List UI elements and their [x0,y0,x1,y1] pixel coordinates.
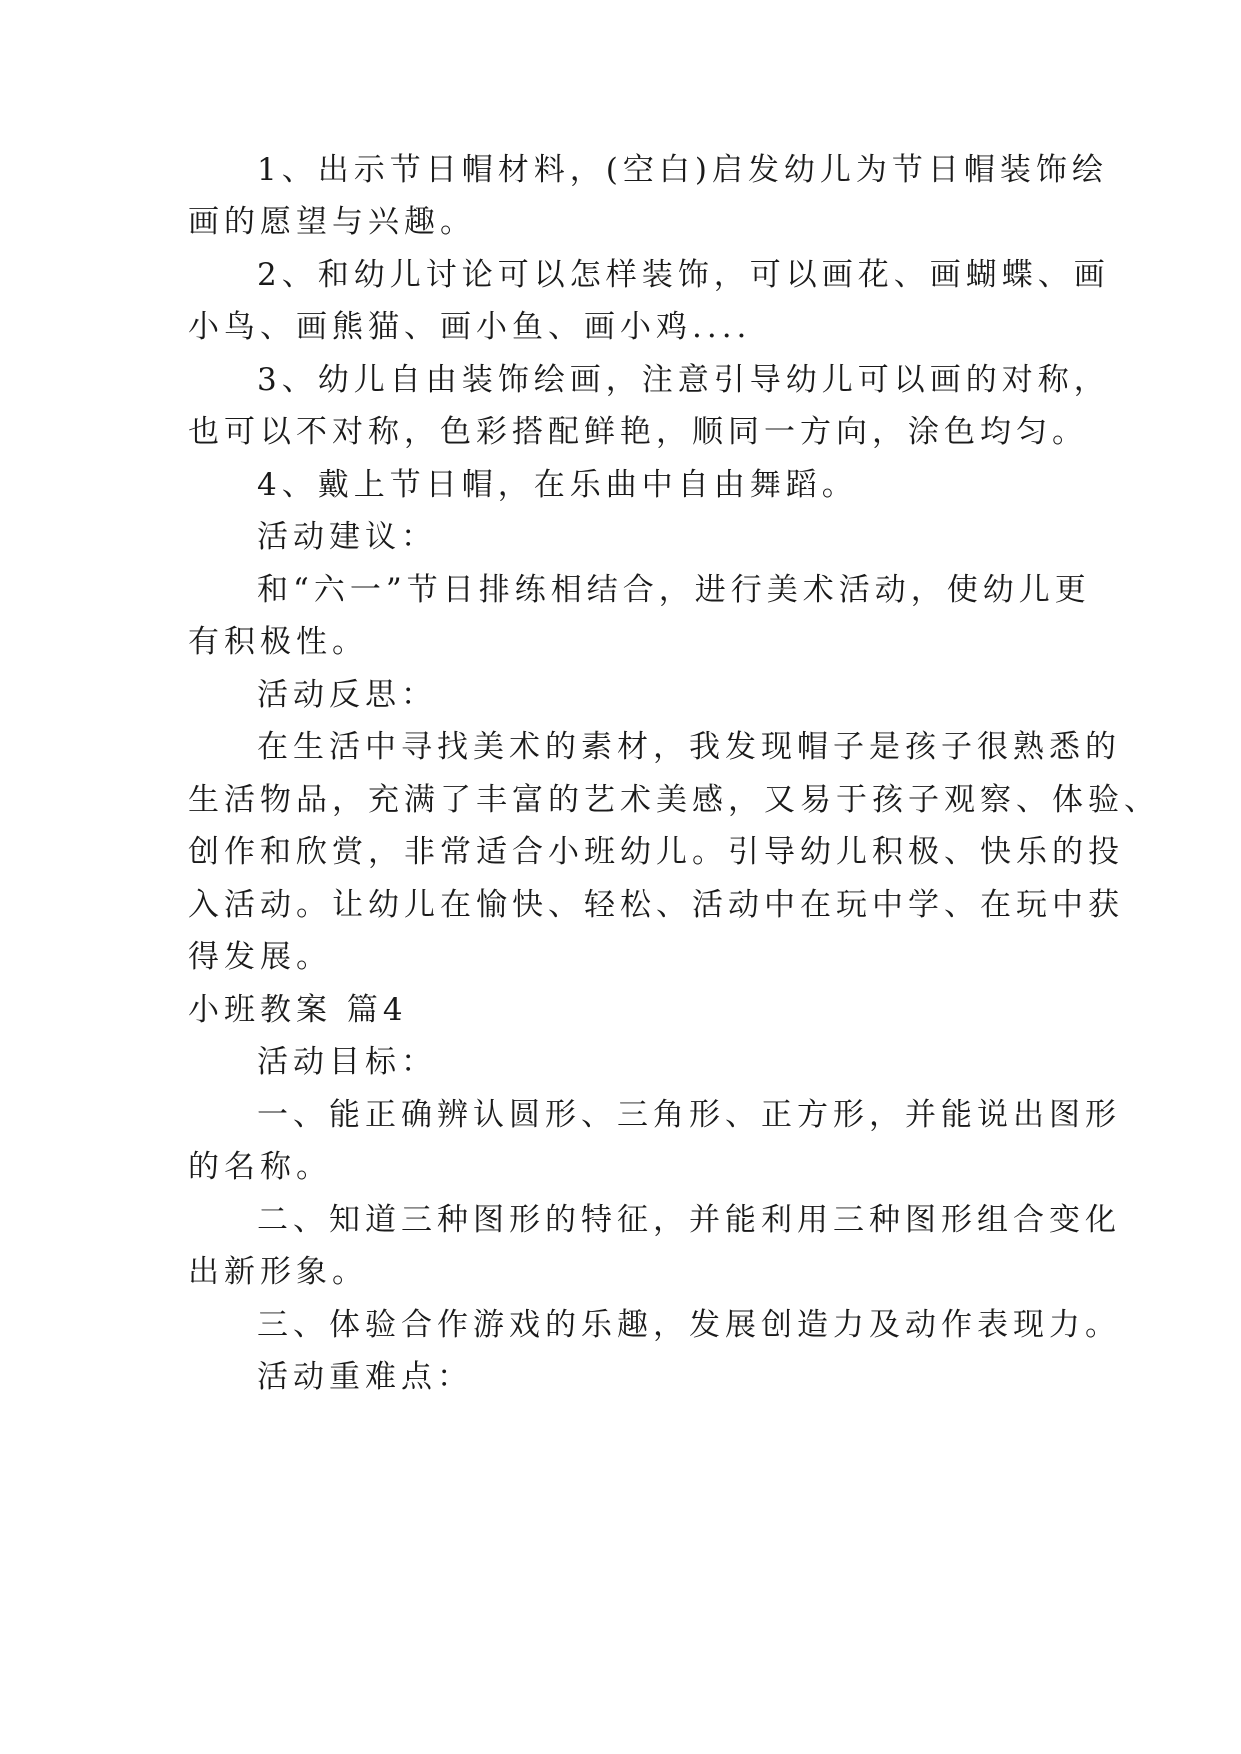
paragraph-1-line-2: 画的愿望与兴趣。 [188,204,476,240]
paragraph-2-line-1: 2、和幼儿讨论可以怎样装饰，可以画花、画蝴蝶、画 [257,257,1110,293]
goal-2-line-1: 二、知道三种图形的特征，并能利用三种图形组合变化 [257,1202,1121,1238]
paragraph-3-line-1: 3、幼儿自由装饰绘画，注意引导幼儿可以画的对称， [257,362,1110,398]
heading-activity-suggestion: 活动建议： [257,519,437,555]
paragraph-4-line-1: 4、戴上节日帽，在乐曲中自由舞蹈。 [257,467,858,503]
paragraph-3-line-2: 也可以不对称，色彩搭配鲜艳，顺同一方向，涂色均匀。 [188,414,1088,450]
goal-3-line-1: 三、体验合作游戏的乐趣，发展创造力及动作表现力。 [257,1307,1121,1343]
heading-key-difficulties: 活动重难点： [257,1359,473,1395]
paragraph-suggestion-line-2: 有积极性。 [188,624,368,660]
goal-2-line-2: 出新形象。 [188,1254,368,1290]
paragraph-reflection-line-5: 得发展。 [188,939,332,975]
section-title: 小班教案 篇4 [188,992,408,1028]
paragraph-2-line-2: 小鸟、画熊猫、画小鱼、画小鸡.... [188,309,752,345]
paragraph-reflection-line-3: 创作和欣赏，非常适合小班幼儿。引导幼儿积极、快乐的投 [188,834,1124,870]
heading-activity-goals: 活动目标： [257,1044,437,1080]
heading-activity-reflection: 活动反思： [257,677,437,713]
goal-1-line-1: 一、能正确辨认圆形、三角形、正方形，并能说出图形 [257,1097,1121,1133]
paragraph-reflection-line-4: 入活动。让幼儿在愉快、轻松、活动中在玩中学、在玩中获 [188,887,1124,923]
goal-1-line-2: 的名称。 [188,1149,332,1185]
paragraph-suggestion-line-1: 和“六一”节日排练相结合，进行美术活动，使幼儿更 [257,572,1091,608]
paragraph-reflection-line-2: 生活物品，充满了丰富的艺术美感，又易于孩子观察、体验、 [188,782,1160,818]
paragraph-reflection-line-1: 在生活中寻找美术的素材，我发现帽子是孩子很熟悉的 [257,729,1121,765]
paragraph-1-line-1: 1、出示节日帽材料，(空白)启发幼儿为节日帽装饰绘 [257,152,1108,188]
